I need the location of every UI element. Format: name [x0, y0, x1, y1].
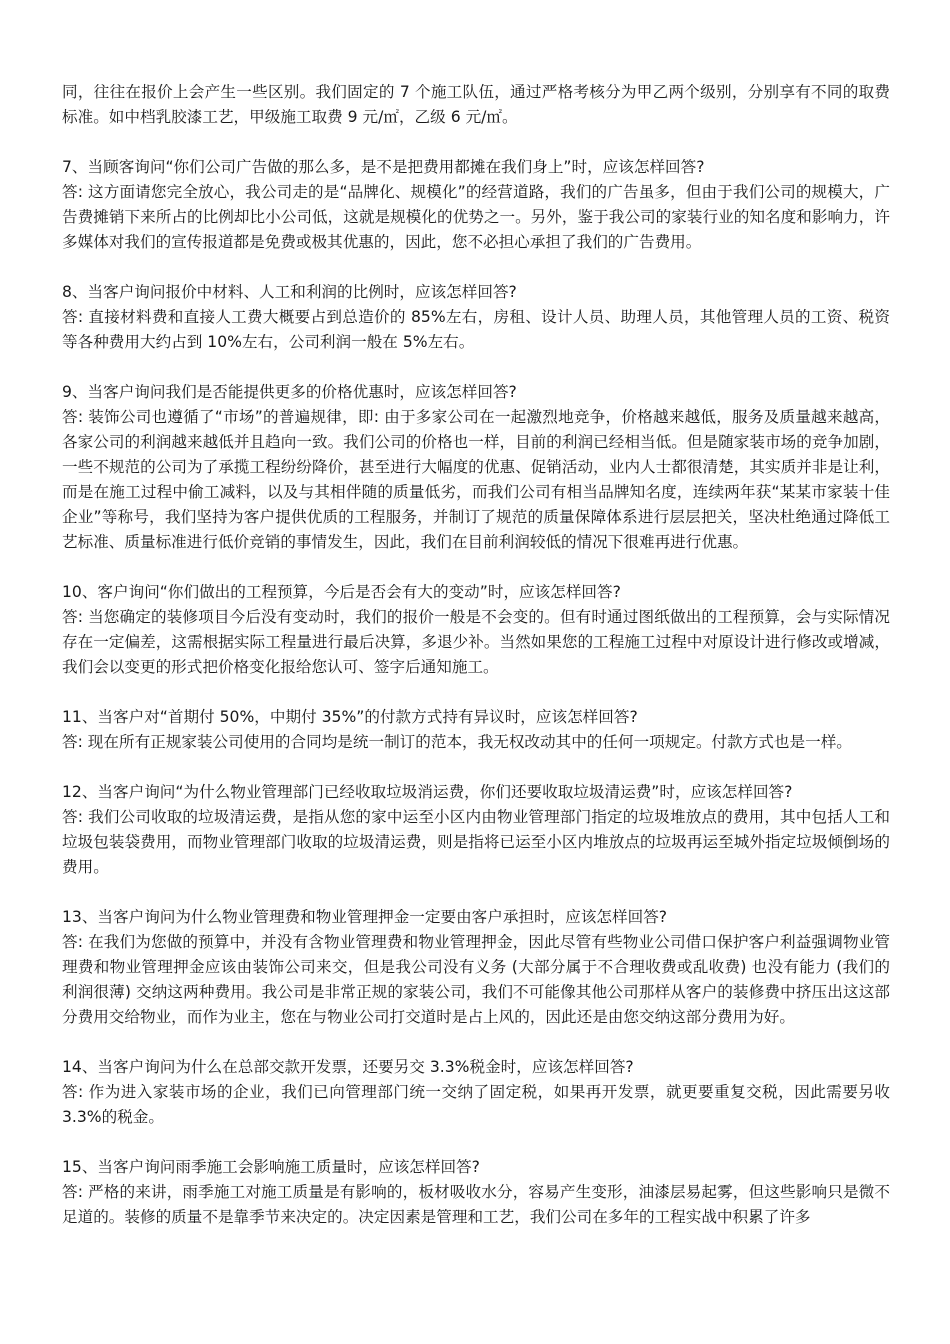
question-15: 15、当客户询问雨季施工会影响施工质量时，应该怎样回答?: [62, 1158, 480, 1176]
qa-item-8: [62, 280, 890, 355]
qa-item-11: [62, 705, 890, 755]
answer-11: 答: 现在所有正规家装公司使用的合同均是统一制订的范本，我无权改动其中的任何一项规定。付款方式也是一样。: [62, 733, 852, 751]
question-13: 13、当客户询问为什么物业管理费和物业管理押金一定要由客户承担时，应该怎样回答?: [62, 908, 668, 926]
answer-14: 答: 作为进入家装市场的企业，我们已向管理部门统一交纳了固定税，如果再开发票，就更要重复交税，因此需要另收 3.3%的税金。: [62, 1083, 890, 1126]
qa-item-10: [62, 580, 890, 680]
question-11: 11、当客户对“首期付 50%，中期付 35%”的付款方式持有异议时，应该怎样回答?: [62, 708, 638, 726]
question-14: 14、当客户询问为什么在总部交款开发票，还要另交 3.3%税金时，应该怎样回答?: [62, 1058, 634, 1076]
answer-10: 答: 当您确定的装修项目今后没有变动时，我们的报价一般是不会变的。但有时通过图纸做出的工程预算，会与实际情况存在一定偏差，这需根据实际工程量进行最后决算，多退少补。当然如果您的工程施工过程中对原设计进行修改或增减，我们会以变更的形式把价格变化报给您认可、签字后通知施工。: [62, 608, 890, 676]
question-8: 8、当客户询问报价中材料、人工和利润的比例时，应该怎样回答?: [62, 283, 517, 301]
question-9: 9、当客户询问我们是否能提供更多的价格优惠时，应该怎样回答?: [62, 383, 517, 401]
qa-item-12: [62, 780, 890, 880]
qa-item-13: [62, 905, 890, 1030]
answer-7: 答: 这方面请您完全放心，我公司走的是“品牌化、规模化”的经营道路，我们的广告虽多，但由于我们公司的规模大，广告费摊销下来所占的比例却比小公司低，这就是规模化的优势之一。另外，鉴于我公司的家装行业的知名度和影响力，许多媒体对我们的宣传报道都是免费或极其优惠的，因此，您不必担心承担了我们的广告费用。: [62, 183, 890, 251]
qa-item-15: [62, 1155, 890, 1230]
document-page: [62, 80, 890, 1255]
question-12: 12、当客户询问“为什么物业管理部门已经收取垃圾消运费，你们还要收取垃圾清运费”时，应该怎样回答?: [62, 783, 793, 801]
question-7: 7、当顾客询问“你们公司广告做的那么多，是不是把费用都摊在我们身上”时，应该怎样回答?: [62, 158, 705, 176]
answer-9: 答: 装饰公司也遵循了“市场”的普遍规律，即: 由于多家公司在一起激烈地竞争，价格越来越低，服务及质量越来越高，各家公司的利润越来越低并且趋向一致。我们公司的价格也一样，目前的利润已经相当低。但是随家装市场的竞争加剧，一些不规范的公司为了承揽工程纷纷降价，甚至进行大幅度的优惠、促销活动，业内人士都很清楚，其实质并非是让利，而是在施工过程中偷工减料，以及与其相伴随的质量低劣，而我们公司有相当品牌知名度，连续两年获“某某市家装十佳企业”等称号，我们坚持为客户提供优质的工程服务，并制订了规范的质量保障体系进行层层把关，坚决杜绝通过降低工艺标准、质量标准进行低价竞销的事情发生，因此，我们在目前利润较低的情况下很难再进行优惠。: [62, 408, 890, 551]
answer-12: 答: 我们公司收取的垃圾清运费，是指从您的家中运至小区内由物业管理部门指定的垃圾堆放点的费用，其中包括人工和垃圾包装袋费用，而物业管理部门收取的垃圾清运费，则是指将已运至小区内堆放点的垃圾再运至城外指定垃圾倾倒场的费用。: [62, 808, 890, 876]
answer-15: 答: 严格的来讲，雨季施工对施工质量是有影响的，板材吸收水分，容易产生变形，油漆层易起雾，但这些影响只是微不足道的。装修的质量不是靠季节来决定的。决定因素是管理和工艺，我们公司在多年的工程实战中积累了许多: [62, 1183, 890, 1226]
answer-13: 答: 在我们为您做的预算中，并没有含物业管理费和物业管理押金，因此尽管有些物业公司借口保护客户利益强调物业管理费和物业管理押金应该由装饰公司来交，但是我公司没有义务 (大部分属于不合理收费或乱收费) 也没有能力 (我们的利润很薄) 交纳这两种费用。我公司是非常正规的家装公司，我们不可能像其他公司那样从客户的装修费中挤压出这这部分费用交给物业，而作为业主，您在与物业公司打交道时是占上风的，因此还是由您交纳这部分费用为好。: [62, 933, 890, 1026]
intro-paragraph: 同，往往在报价上会产生一些区别。我们固定的 7 个施工队伍，通过严格考核分为甲乙两个级别，分别享有不同的取费标准。如中档乳胶漆工艺，甲级施工取费 9 元/㎡，乙级 6 元/㎡。: [62, 83, 890, 126]
qa-item-9: [62, 380, 890, 555]
qa-item-14: [62, 1055, 890, 1130]
qa-item-7: [62, 155, 890, 255]
question-10: 10、客户询问“你们做出的工程预算，今后是否会有大的变动”时，应该怎样回答?: [62, 583, 621, 601]
answer-8: 答: 直接材料费和直接人工费大概要占到总造价的 85%左右，房租、设计人员、助理人员，其他管理人员的工资、税资等各种费用大约占到 10%左右，公司利润一般在 5%左右。: [62, 308, 890, 351]
